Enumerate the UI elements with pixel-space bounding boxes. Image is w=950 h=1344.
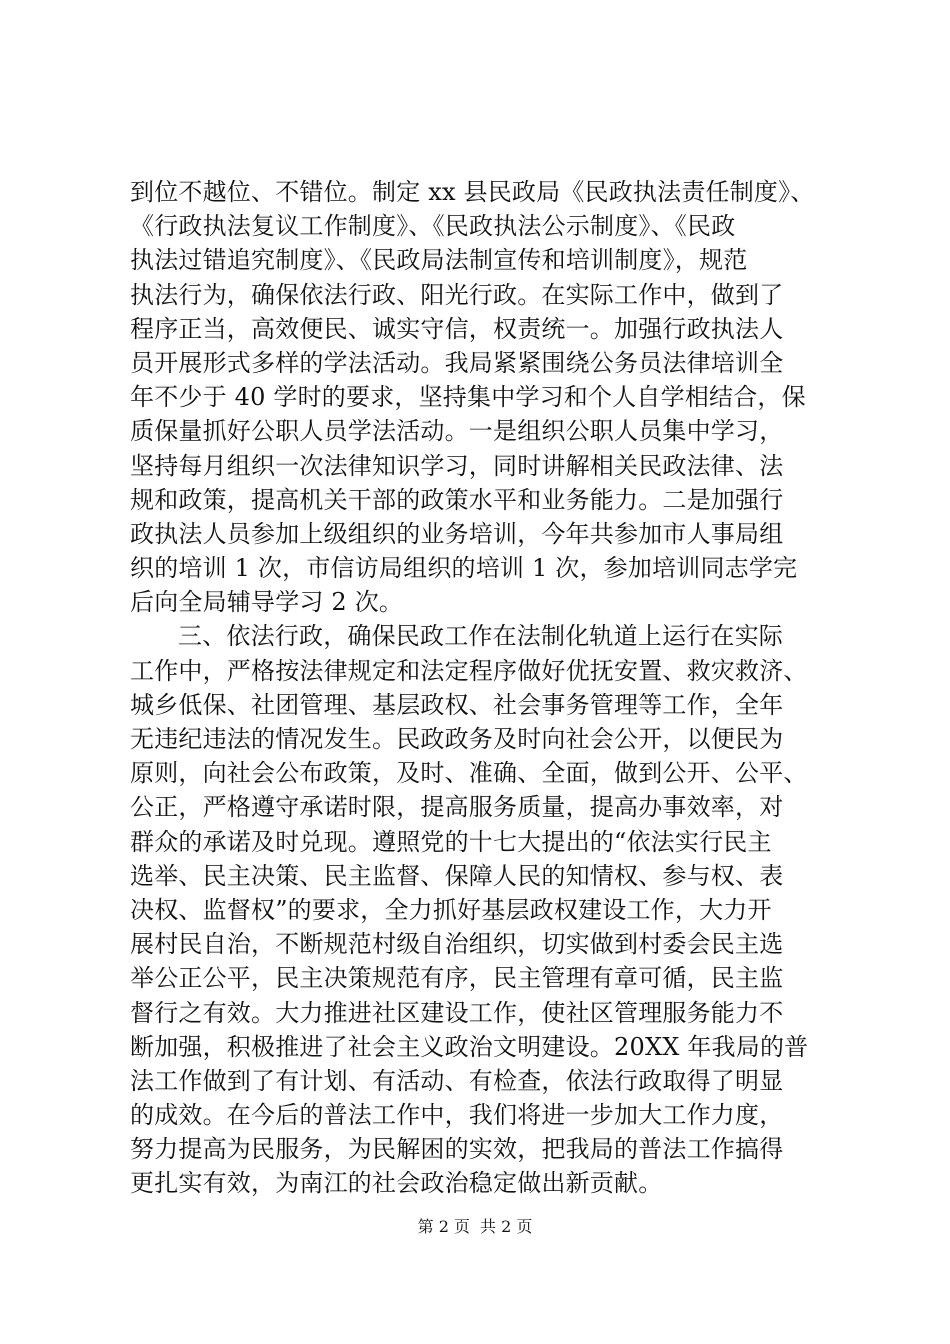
text-line: 政执法人员参加上级组织的业务培训，今年共参加市人事局组 [130,519,784,548]
text-line: 城乡低保、社团管理、基层政权、社会事务管理等工作，全年 [130,690,784,719]
text-line: 员开展形式多样的学法活动。我局紧紧围绕公务员法律培训全 [130,348,784,377]
text-line: 努力提高为民服务，为民解困的实效，把我局的普法工作搞得 [130,1135,784,1164]
text-line: 到位不越位、不错位。制定 xx 县民政局《民政执法责任制度》、 [130,178,815,206]
text-line: 《行政执法复议工作制度》、《民政执法公示制度》、《民政 [130,212,736,241]
page-footer [0,1216,950,1238]
text-line: 坚持每月组织一次法律知识学习，同时讲解相关民政法律、法 [130,451,784,480]
text-line: 执法行为，确保依法行政、阳光行政。在实际工作中，做到了 [130,280,784,309]
text-line: 更扎实有效，为南江的社会政治稳定做出新贡献。 [130,1169,663,1198]
page-number-total: 共 2 页 [480,1217,533,1236]
text-line: 年不少于 40 学时的要求，坚持集中学习和个人自学相结合，保 [130,383,806,412]
text-line: 程序正当，高效便民、诚实守信，权责统一。加强行政执法人 [130,314,784,343]
page-number-current: 第 2 页 [417,1217,470,1236]
text-line: 的成效。在今后的普法工作中，我们将进一步加大工作力度， [130,1101,784,1130]
text-line: 法工作做到了有计划、有活动、有检查，依法行政取得了明显 [130,1066,784,1095]
text-line: 无违纪违法的情况发生。民政政务及时向社会公开，以便民为 [130,725,784,753]
text-line: 原则，向社会公布政策，及时、准确、全面，做到公开、公平、 [130,759,808,788]
text-line: 决权、监督权”的要求，全力抓好基层政权建设工作，大力开 [130,895,772,924]
body-text [130,175,830,1201]
text-line: 质保量抓好公职人员学法活动。一是组织公职人员集中学习， [130,417,784,446]
text-line: 规和政策，提高机关干部的政策水平和业务能力。二是加强行 [130,485,784,514]
text-line: 工作中，严格按法律规定和法定程序做好优抚安置、救灾救济、 [130,656,808,685]
text-line: 织的培训 1 次，市信访局组织的培训 1 次，参加培训同志学完 [130,554,798,583]
text-line: 后向全局辅导学习 2 次。 [130,588,404,617]
text-line: 公正，严格遵守承诺时限，提高服务质量，提高办事效率，对 [130,793,784,822]
text-line: 断加强，积极推进了社会主义政治文明建设。20XX 年我局的普 [130,1032,809,1061]
text-line: 选举、民主决策、民主监督、保障人民的知情权、参与权、表 [130,861,784,890]
text-line: 群众的承诺及时兑现。遵照党的十七大提出的“依法实行民主 [130,827,772,856]
text-line: 展村民自治，不断规范村级自治组织，切实做到村委会民主选 [130,930,784,959]
text-line: 执法过错追究制度》、《民政局法制宣传和培训制度》，规范 [130,246,748,275]
text-line: 举公正公平，民主决策规范有序，民主管理有章可循，民主监 [130,964,784,993]
text-line: 督行之有效。大力推进社区建设工作，使社区管理服务能力不 [130,998,784,1027]
paragraph-start-line: 三、依法行政，确保民政工作在法制化轨道上运行在实际 [178,622,783,651]
